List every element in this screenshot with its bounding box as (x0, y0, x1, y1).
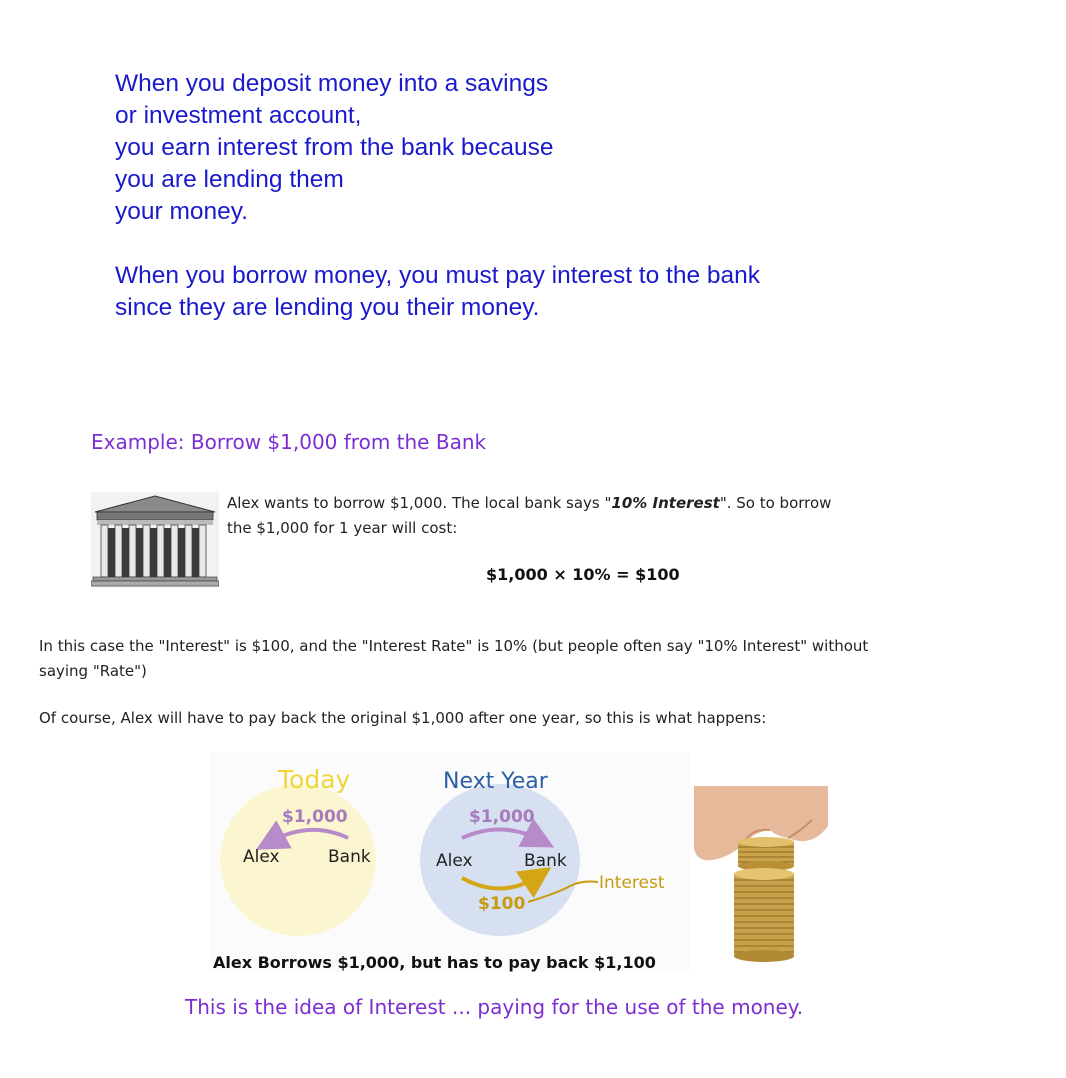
paragraph-pay-back: Of course, Alex will have to pay back the original $1,000 after one year, so this is what happens: (39, 709, 767, 727)
paragraph-interest-rate: In this case the "Interest" is $100, and the "Interest Rate" is 10% (but people often say "10% Interest" without (39, 637, 869, 655)
example-title: Example: Borrow $1,000 from the Bank (91, 430, 487, 454)
today-bank: Bank (328, 847, 371, 867)
example-line-2: the $1,000 for 1 year will cost: (227, 519, 458, 537)
next-year-label: Next Year (443, 769, 548, 794)
coin-stack-icon (690, 786, 830, 964)
example-line-1-start: Alex wants to borrow $1,000. The local bank says " (227, 494, 612, 512)
bank-building-icon (91, 492, 219, 588)
borrowing-diagram (210, 752, 690, 972)
intro-line: When you deposit money into a savings (115, 70, 549, 97)
interest-label: Interest (599, 873, 665, 893)
interest-emphasis: 10% Interest (611, 494, 720, 512)
next-alex: Alex (436, 851, 473, 871)
intro-spacer (115, 228, 760, 260)
today-amount: $1,000 (282, 807, 348, 827)
example-line-1-end: ". So to borrow (719, 494, 832, 512)
interest-formula: $1,000 × 10% = $100 (486, 565, 680, 584)
intro-line: your money. (115, 198, 248, 225)
intro-line: When you borrow money, you must pay interest to the bank (115, 262, 761, 289)
intro-line: since they are lending you their money. (115, 294, 540, 321)
intro-line: or investment account, (115, 102, 362, 129)
next-bank: Bank (524, 851, 567, 871)
intro-line: you earn interest from the bank because (115, 134, 554, 161)
interest-amount: $100 (478, 894, 526, 914)
intro-line: you are lending them (115, 166, 344, 193)
diagram-caption: Alex Borrows $1,000, but has to pay back $1,100 (213, 953, 656, 972)
closing-statement: This is the idea of Interest ... paying for the use of the money. (185, 995, 804, 1019)
next-amount: $1,000 (469, 807, 535, 827)
today-alex: Alex (243, 847, 280, 867)
paragraph-interest-rate-cont: saying "Rate") (39, 662, 147, 680)
today-label: Today (278, 765, 351, 794)
intro-text (115, 68, 760, 324)
example-line-1 (227, 494, 831, 512)
